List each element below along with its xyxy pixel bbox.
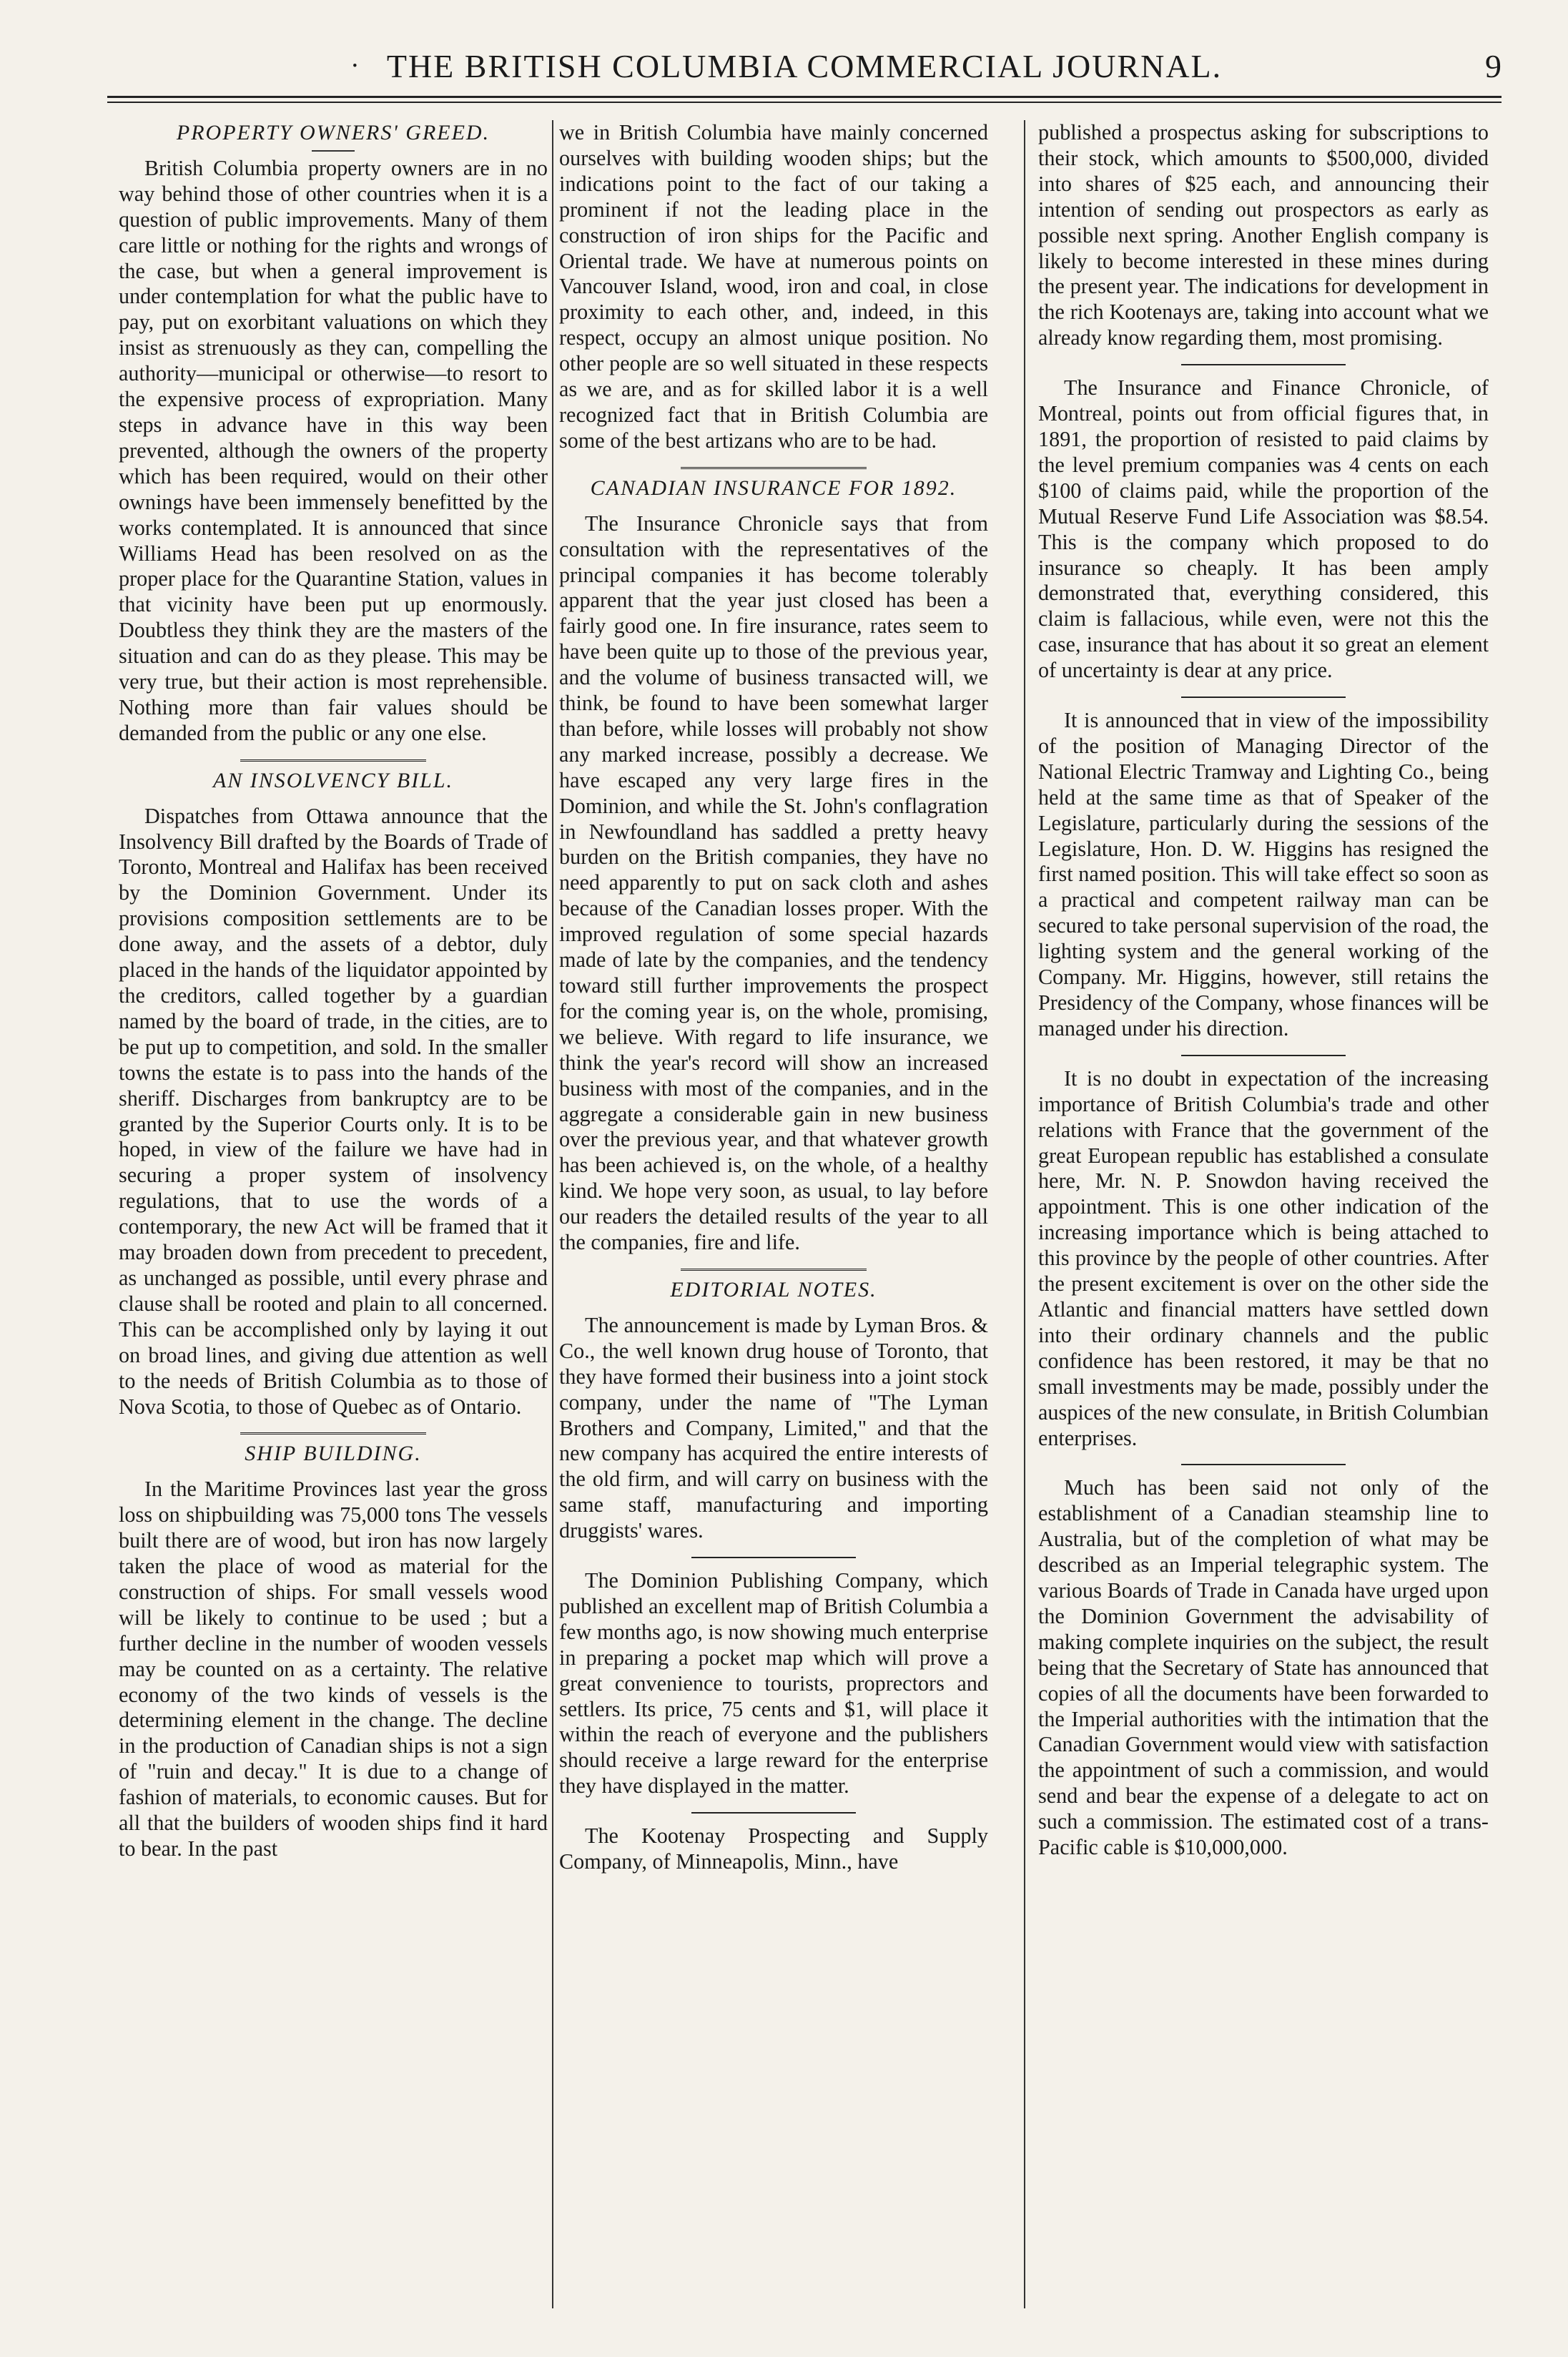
page-header	[107, 43, 1502, 86]
journal-title: THE BRITISH COLUMBIA COMMERCIAL JOURNAL.	[386, 48, 1223, 84]
heading-dash	[312, 150, 355, 152]
note-kootenay-continued: published a prospectus asking for subscriptions to their stock, which amounts to $500,000, divided into shares of $25 each, and announcing their intention of sending out prospectors as early as possible next spring. Another English company is likely to become interested in these mines during the present year. The indications for development in the rich Kootenays are, taking into account what we already know regarding them, most promising.	[1038, 120, 1489, 350]
section-rule	[240, 759, 426, 764]
note-kootenay-prospecting: The Kootenay Prospecting and Supply Company, of Minneapolis, Minn., have	[559, 1824, 988, 1874]
heading-editorial-notes: EDITORIAL NOTES.	[670, 1277, 877, 1301]
note-rule	[1181, 1055, 1346, 1056]
note-rule	[1181, 697, 1346, 698]
note-dominion-publishing: The Dominion Publishing Company, which published an excellent map of British Columbia a few months ago, is now showing much enterprise in preparing a pocket map which will prove a great convenience to tourists, proprectors and settlers. Its price, 75 cents and $1, will place it within the reach of everyone and the publishers should receive a large reward for the enterprise they have displayed in the matter.	[559, 1568, 988, 1798]
column-divider-2	[1024, 120, 1025, 2308]
column-divider-1	[552, 120, 553, 2308]
column-3	[1038, 120, 1489, 1861]
heading-property-owners: PROPERTY OWNERS' GREED.	[176, 121, 490, 144]
column-1	[119, 120, 548, 1862]
heading-ship-building: SHIP BUILDING.	[245, 1442, 422, 1466]
note-national-electric-tramway: It is announced that in view of the impossibility of the position of Managing Director of the National Electric Tramway and Lighting Co., being held at the same time as that of Speaker of the Legislature, particularly during the sessions of the Legislature, Hon. D. W. Higgins has resigned the first named position. This will take effect so soon as a practical and competent railway man can be secured to take personal supervision of the road, the lighting system and the general working of the Company. Mr. Higgins, however, still retains the Presidency of the Company, whose finances will be managed under his direction.	[1038, 708, 1489, 1040]
article-ship-building-continued: we in British Columbia have mainly concerned ourselves with building wooden ships; but the indications point to the fact of our taking a prominent if not the leading place in the construction of iron ships for the Pacific and Oriental trade. We have at numerous points on Vancouver Island, wood, iron and coal, in close proximity to each other, and, indeed, in this respect, occupy an almost unique position. No other people are so well situated in these respects as we are, and as for skilled labor it is a well recognized fact that in British Columbia are some of the best artizans who are to be had.	[559, 120, 988, 453]
article-canadian-insurance: The Insurance Chronicle says that from consultation with the representatives of the principal companies it has become tolerably apparent that the year just closed has been a fairly good one. In fire insurance, rates seem to have been quite up to those of the previous year, and the volume of business transacted will, we think, be found to have been somewhat larger than before, while losses will probably not show any marked increase, possibly a decrease. We have escaped any very large fires in the Dominion, and while the St. John's conflagration in Newfoundland has saddled a pretty heavy burden on the British companies, they have no need apparently to put on sack cloth and ashes because of the Canadian losses proper. With the improved regulation of some special hazards made of late by the companies, and the tendency toward still further improvements the prospect for the coming year is, on the whole, promising, we believe. With regard to life insurance, we think the year's record will show an increased business with most of the companies, and in the aggregate a considerable gain in new business over the previous year, and that whatever growth has been achieved is, on the whole, of a healthy kind. We hope very soon, as usual, to lay before our readers the detailed results of the year to all the companies, fire and life.	[559, 511, 988, 1255]
section-rule	[681, 1269, 867, 1273]
section-rule	[240, 1432, 426, 1437]
article-ship-building: In the Maritime Provinces last year the gross loss on shipbuilding was 75,000 tons The vessels built there are of wood, but iron has now largely taken the place of wood as material for the construction of ships. For small vessels wood will be likely to continue to be used ; but a further decline in the number of wooden vessels may be counted on as a certainty. The relative economy of the two kinds of vessels is the determining element in the change. The decline in the production of Canadian ships is not a sign of "ruin and decay." It is due to a change of fashion of materials, to economic causes. But for all that the builders of wooden ships find it hard to bear. In the past	[119, 1477, 548, 1861]
note-french-consulate: It is no doubt in expectation of the increasing importance of British Columbia's trade and other relations with France that the government of the great European republic has established a consulate here, Mr. N. P. Snowdon having received the appointment. This is one other indication of the increasing importance which is being attached to this province by the people of other countries. After the present excitement is over on the other side the Atlantic and financial matters have settled down into their ordinary channels and the public confidence has been restored, it may be that no small investments may be made, possibly under the auspices of the new consulate, in British Columbian enterprises.	[1038, 1066, 1489, 1450]
header-rule-bottom	[107, 102, 1502, 103]
note-rule	[691, 1812, 856, 1814]
article-property-owners: British Columbia property owners are in no way behind those of other countries when it is a question of public improvements. Many of them care little or nothing for the rights and wrongs of the case, but when a general improvement is under contemplation for what the public have to pay, put on exorbitant valuations on which they insist as strenuously as they can, compelling the authority—municipal or otherwise—to resort to the expensive process of expropriation. Many steps in advance have in this way been prevented, although the owners of the property which has been required, would on their other ownings have been immensely benefitted by the works contemplated. It is announced that since Williams Head has been resolved on as the proper place for the Quarantine Station, values in that vicinity have been put up enormously. Doubtless they think they are the masters of the situation and can do as they please. This may be very true, but their action is most reprehensible. Nothing more than fair values should be demanded from the public or any one else.	[119, 155, 548, 745]
column-2	[559, 120, 988, 1875]
heading-canadian-insurance: CANADIAN INSURANCE FOR 1892.	[590, 476, 957, 500]
section-rule	[681, 467, 867, 471]
page-number: 9	[1485, 48, 1502, 84]
note-lyman-bros: The announcement is made by Lyman Bros. & Co., the well known drug house of Toronto, that they have formed their business into a joint stock company, under the name of "The Lyman Brothers and Company, Limited," and that the new company has acquired the entire interests of the old firm, and will carry on business with the same staff, manufacturing and importing druggists' wares.	[559, 1312, 988, 1543]
heading-insolvency-bill: AN INSOLVENCY BILL.	[212, 768, 454, 792]
note-insurance-finance-chronicle: The Insurance and Finance Chronicle, of Montreal, points out from official figures that, in 1891, the proportion of resisted to paid claims by the level premium companies was 4 cents on each $100 of claims paid, while the proportion of the Mutual Reserve Fund Life Association was $8.54. This is the company which proposed to do insurance so cheaply. It has been amply demonstrated that, everything considered, this claim is fallacious, while even, were not this the case, insurance that has about it so great an element of uncertainty is dear at any price.	[1038, 375, 1489, 683]
note-imperial-telegraph: Much has been said not only of the establishment of a Canadian steamship line to Australia, but of the completion of what may be described as an Imperial telegraphic system. The various Boards of Trade in Canada have urged upon the Dominion Government the advisability of making complete inquiries on the subject, the result being that the Secretary of State has announced that copies of all the documents have been forwarded to the Imperial authorities with the intimation that the Canadian Government would view with satisfaction the appointment of such a commission, and would send and bear the expense of a delegate to act on such a commission. The estimated cost of a trans-Pacific cable is $10,000,000.	[1038, 1475, 1489, 1860]
note-rule	[1181, 364, 1346, 365]
note-rule	[691, 1557, 856, 1558]
header-rule-top	[107, 96, 1502, 98]
article-insolvency-bill: Dispatches from Ottawa announce that the Insolvency Bill drafted by the Boards of Trade of Toronto, Montreal and Halifax has been received by the Dominion Government. Under its provisions composition settlements are to be done away, and the assets of a debtor, duly placed in the hands of the liquidator appointed by the creditors, called together by a guardian named by the board of trade, in the cities, are to be put up to competition, and sold. In the smaller towns the estate is to pass into the hands of the sheriff. Discharges from bankruptcy are to be granted by the Superior Courts only. It is to be hoped, in view of the failure we have had in securing a proper system of insolvency regulations, that to use the words of a contemporary, the new Act will be framed that it may broaden down from precedent to precedent, as unchanged as possible, until every phrase and clause shall be rooted and plain to all concerned. This can be accomplished only by laying it out on broad lines, and giving due attention as well to the needs of British Columbia as to those of Nova Scotia, to those of Quebec as of Ontario.	[119, 803, 548, 1419]
note-rule	[1181, 1464, 1346, 1465]
header-dot: ·	[350, 51, 360, 81]
